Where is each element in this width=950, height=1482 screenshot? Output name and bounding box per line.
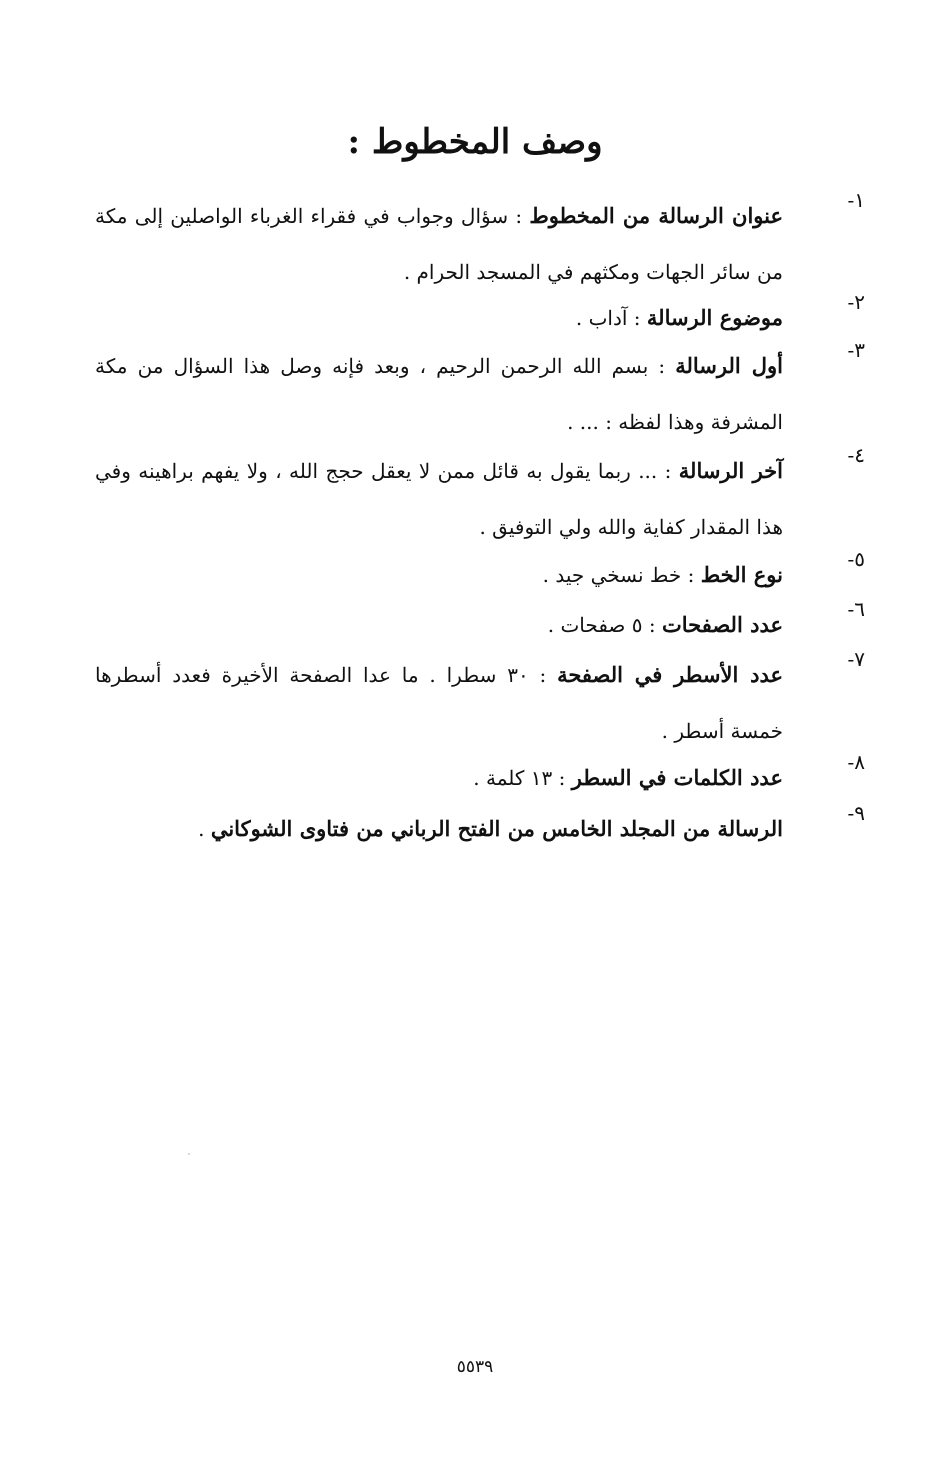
item-body <box>95 750 783 806</box>
item-text: : ٥ صفحات . <box>547 613 662 637</box>
list-item <box>95 801 865 857</box>
item-body <box>95 647 783 759</box>
item-text: : خط نسخي جيد . <box>542 563 701 587</box>
item-label: عنوان الرسالة من المخطوط <box>529 203 783 228</box>
page-title: وصف المخطوط : <box>347 122 603 162</box>
item-body <box>95 547 783 603</box>
item-number: ٦- <box>847 597 865 621</box>
item-number: ٩- <box>847 801 865 825</box>
item-text: : ... ربما يقول به قائل ممن لا يعقل حجج الله ، ولا يفهم براهينه وفي هذا المقدار كفاية والله ولي التوفيق . <box>95 459 783 539</box>
item-label: عدد الصفحات <box>661 612 783 637</box>
item-number: ٧- <box>847 647 865 671</box>
list-item <box>95 647 865 759</box>
item-number: ٤- <box>847 443 865 467</box>
item-text: : سؤال وجواب في فقراء الغرباء الواصلين إلى مكة من سائر الجهات ومكثهم في المسجد الحرام . <box>95 204 783 284</box>
scan-speck <box>188 1153 190 1155</box>
item-label: الرسالة من المجلد الخامس من الفتح الرباني من فتاوى الشوكاني <box>210 816 783 841</box>
item-label: نوع الخط <box>700 562 783 587</box>
item-body <box>95 597 783 653</box>
item-label: آخر الرسالة <box>678 458 783 483</box>
list-item <box>95 188 865 300</box>
item-label: عدد الأسطر في الصفحة <box>557 662 783 687</box>
list-item <box>95 338 865 450</box>
item-body <box>95 801 783 857</box>
item-body <box>95 443 783 555</box>
item-text: : بسم الله الرحمن الرحيم ، وبعد فإنه وصل هذا السؤال من مكة المشرفة وهذا لفظه : ... . <box>95 354 783 434</box>
page-number: ٥٥٣٩ <box>456 1357 494 1377</box>
item-number: ١- <box>847 188 865 212</box>
list-item <box>95 547 865 603</box>
item-label: عدد الكلمات في السطر <box>571 765 783 790</box>
list-item <box>95 443 865 555</box>
item-text: : ١٣ كلمة . <box>473 766 572 790</box>
item-number: ٣- <box>847 338 865 362</box>
item-text: : ٣٠ سطرا . ما عدا الصفحة الأخيرة فعدد أسطرها خمسة أسطر . <box>95 663 783 743</box>
item-text: . <box>198 817 211 841</box>
item-label: أول الرسالة <box>675 353 783 378</box>
item-number: ٨- <box>847 750 865 774</box>
item-number: ٥- <box>847 547 865 571</box>
list-item <box>95 750 865 806</box>
item-number: ٢- <box>847 290 865 314</box>
item-body <box>95 188 783 300</box>
item-body <box>95 338 783 450</box>
item-label: موضوع الرسالة <box>646 305 783 330</box>
list-item <box>95 597 865 653</box>
item-text: : آداب . <box>575 306 647 330</box>
